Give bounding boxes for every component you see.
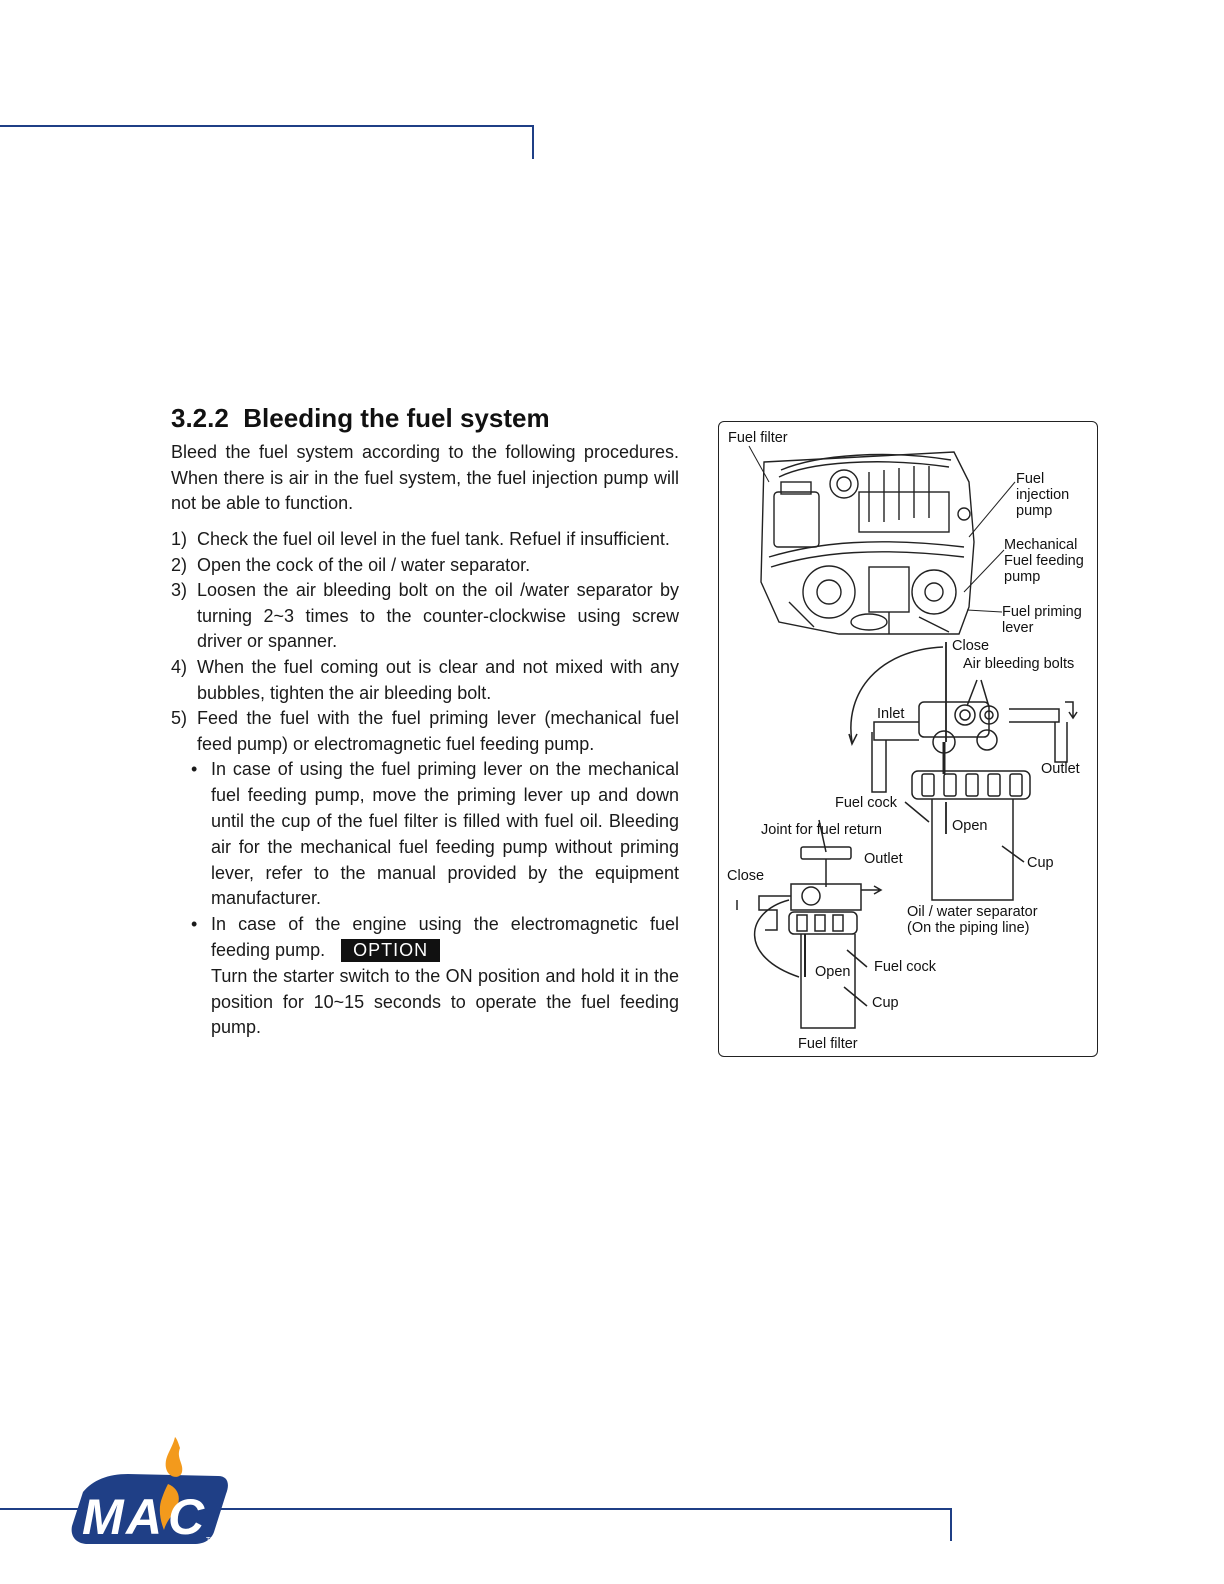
bullet-dot: • <box>191 914 198 935</box>
step-number: 1) <box>171 529 188 549</box>
bullet-text: In case of the engine using the electromagnetic fuel feeding pump. <box>211 914 679 960</box>
bullet-list <box>171 757 679 1041</box>
fuel-system-figure <box>718 421 1098 1057</box>
list-item <box>171 655 679 706</box>
steps-list <box>171 527 679 757</box>
label-air-bleeding-bolts: Air bleeding bolts <box>963 656 1075 672</box>
step-text: Open the cock of the oil / water separator. <box>197 554 531 575</box>
list-item <box>171 706 679 757</box>
bullet-dot: • <box>191 759 198 780</box>
label-fuel-cock-lower: Fuel cock <box>874 959 937 975</box>
label-close-lower: Close <box>727 868 765 884</box>
svg-text:M: M <box>82 1489 122 1545</box>
label-fuel-cock-upper: Fuel cock <box>835 795 898 811</box>
svg-text:A: A <box>126 1489 163 1545</box>
mac-logo <box>68 1436 233 1548</box>
label-priming-lever: Fuel priming lever <box>1002 604 1082 636</box>
section-title <box>171 403 550 434</box>
step-number: 3) <box>171 580 188 601</box>
label-fuel-filter-bottom: Fuel filter <box>798 1036 858 1052</box>
label-inlet: Inlet <box>877 706 905 722</box>
label-cup-lower: Cup <box>872 995 899 1011</box>
bullet-item <box>171 912 679 1041</box>
mac-logo-graphic <box>68 1436 233 1548</box>
step-number: 5) <box>171 708 188 729</box>
bullet-followup: Turn the starter switch to the ON position and hold it in the position for 10~15 seconds to operate the fuel feeding pump. <box>211 965 679 1038</box>
bullet-text: In case of using the fuel priming lever on the mechanical fuel feeding pump, move the priming lever up and down until the cup of the fuel filter is filled with fuel oil. Bleeding air for the mechanical fuel feeding pump without priming lever, refer to the manual provided by the equipment manufacturer. <box>211 759 679 909</box>
section-title-text: Bleeding the fuel system <box>243 403 550 433</box>
top-rule-tick <box>532 125 534 159</box>
step-text: When the fuel coming out is clear and not mixed with any bubbles, tighten the air bleeding bolt. <box>197 656 679 703</box>
label-fuel-filter-top: Fuel filter <box>728 430 788 446</box>
label-close-upper: Close <box>952 638 990 654</box>
option-badge: OPTION <box>341 939 440 962</box>
step-text: Check the fuel oil level in the fuel tank. Refuel if insufficient. <box>197 529 670 549</box>
list-item <box>171 527 679 553</box>
fuel-filter-drawing <box>737 820 881 1028</box>
label-open-lower: Open <box>815 964 851 980</box>
label-outlet-lower: Outlet <box>864 851 903 867</box>
section-number: 3.2.2 <box>171 403 229 433</box>
label-mechanical-pump: Mechanical Fuel feeding pump <box>1004 537 1084 585</box>
top-rule <box>0 125 534 127</box>
engine-illustration <box>761 452 974 634</box>
step-text: Loosen the air bleeding bolt on the oil /water separator by turning 2~3 times to the counter-clockwise using screw driver or spanner. <box>197 580 679 652</box>
label-separator: Oil / water separator (On the piping line) <box>907 904 1038 936</box>
engine-leaders <box>749 446 1015 612</box>
svg-text:TM: TM <box>206 1537 217 1544</box>
steps-block <box>171 527 679 1041</box>
step-number: 2) <box>171 554 188 575</box>
list-item <box>171 578 679 655</box>
svg-text:C: C <box>168 1489 205 1545</box>
label-outlet-upper: Outlet <box>1041 761 1080 777</box>
step-number: 4) <box>171 656 188 677</box>
label-joint-fuel-return: Joint for fuel return <box>761 822 882 838</box>
bottom-rule-tick <box>950 1508 952 1541</box>
label-cup-upper: Cup <box>1027 855 1054 871</box>
list-item <box>171 553 679 579</box>
label-open-upper: Open <box>952 818 988 834</box>
step-text: Feed the fuel with the fuel priming lever (mechanical fuel feed pump) or electromagnetic fuel feeding pump. <box>197 708 679 754</box>
intro-paragraph: Bleed the fuel system according to the following procedures. When there is air in the fuel system, the fuel injection pump will not be able to function. <box>171 442 679 514</box>
label-fuel-injection-pump: Fuel injection pump <box>1016 471 1070 519</box>
bullet-item <box>171 757 679 912</box>
